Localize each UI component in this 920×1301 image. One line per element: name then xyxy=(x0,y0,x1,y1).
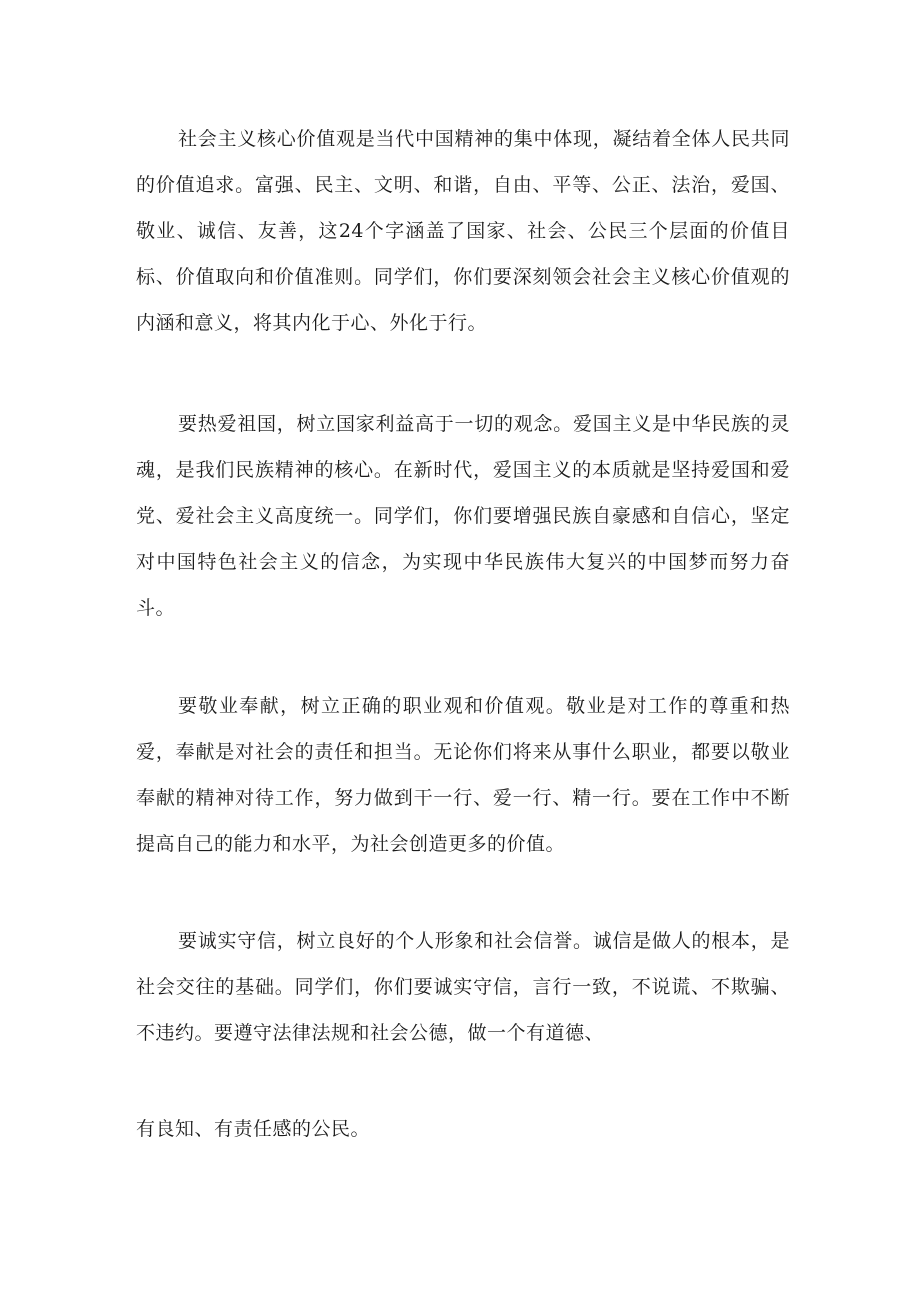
paragraph-integrity-continued: 有良知、有责任感的公民。 xyxy=(136,1118,371,1140)
paragraph-patriotism: 要热爱祖国，树立国家利益高于一切的观念。爱国主义是中华民族的灵魂，是我们民族精神的核心。在新时代，爱国主义的本质就是坚持爱国和爱党、爱社会主义高度统一。同学们，你们要增强民族自豪感和自信心，坚定对中国特色社会主义的信念，为实现中华民族伟大复兴的中国梦而努力奋斗。 xyxy=(136,413,790,619)
paragraph-core-values: 社会主义核心价值观是当代中国精神的集中体现，凝结着全体人民共同的价值追求。富强、民主、文明、和谐，自由、平等、公正、法治，爱国、敬业、诚信、友善，这24个字涵盖了国家、社会、公民三个层面的价值目标、价值取向和价值准则。同学们，你们要深刻领会社会主义核心价值观的内涵和意义，将其内化于心、外化于行。 xyxy=(136,128,790,334)
paragraph-integrity: 要诚实守信，树立良好的个人形象和社会信誉。诚信是做人的根本，是社会交往的基础。同学们，你们要诚实守信，言行一致，不说谎、不欺骗、不违约。要遵守法律法规和社会公德，做一个有道德、 xyxy=(136,930,790,1044)
paragraph-dedication: 要敬业奉献，树立正确的职业观和价值观。敬业是对工作的尊重和热爱，奉献是对社会的责任和担当。无论你们将来从事什么职业，都要以敬业奉献的精神对待工作，努力做到干一行、爱一行、精一行。要在工作中不断提高自己的能力和水平，为社会创造更多的价值。 xyxy=(136,695,790,855)
